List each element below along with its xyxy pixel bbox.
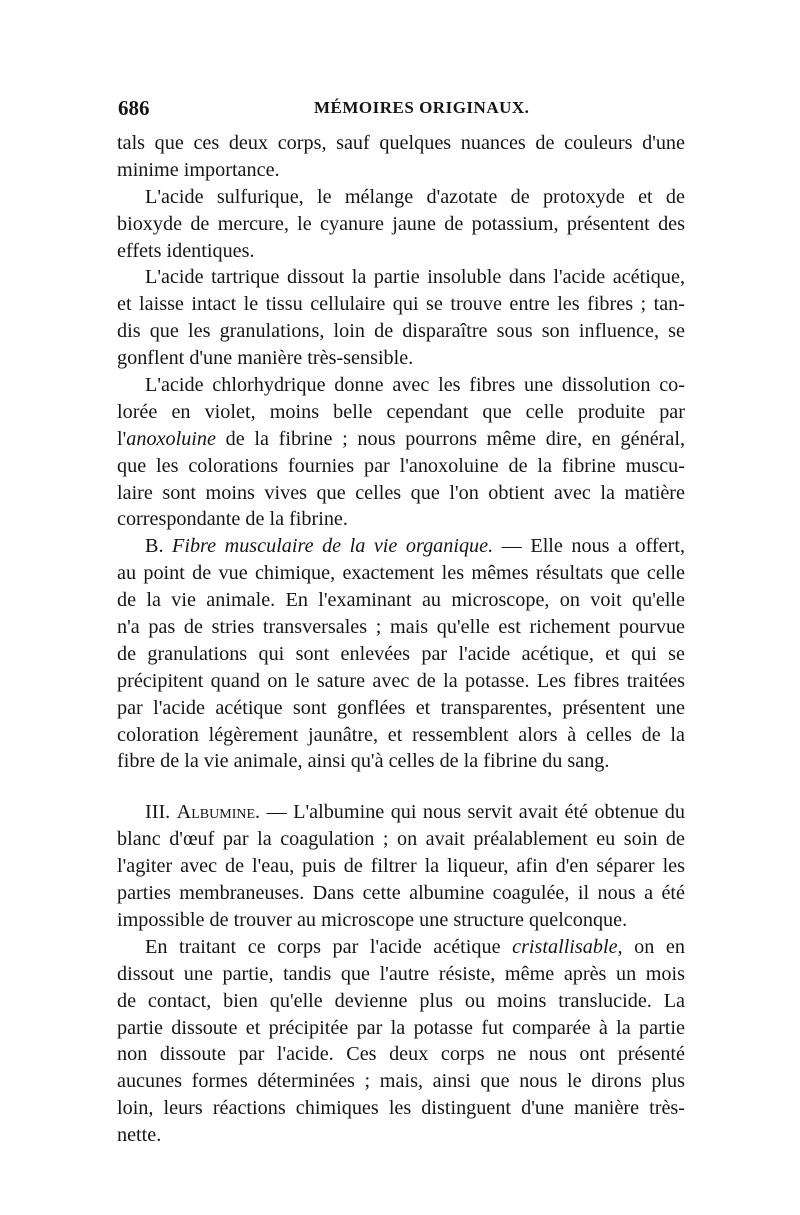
text-line: L'acide tartrique dissout la partie insoluble dans l'acide acétique, <box>145 266 685 289</box>
text-line: impossible de trouver au microscope une structure quelconque. <box>117 908 628 931</box>
text-line: partie dissoute et précipitée par la potasse fut comparée à la partie <box>117 1016 685 1039</box>
text-line: L'acide sulfurique, le mélange d'azotate de protoxyde et de <box>145 185 685 208</box>
text-line: loin, leurs réactions chimiques les distinguent d'une manière très- <box>117 1097 685 1120</box>
text-line: effets identiques. <box>117 239 255 262</box>
text-line: de contact, bien qu'elle devienne plus ou moins translucide. La <box>117 989 685 1012</box>
page-header <box>118 96 686 126</box>
text-line: non dissoute par l'acide. Ces deux corps ne nous ont présenté <box>117 1043 685 1066</box>
text-run: III. <box>145 801 177 824</box>
text-line: minime importance. <box>117 158 280 181</box>
text-line: gonflent d'une manière très-sensible. <box>117 347 414 370</box>
text-line: correspondante de la fibrine. <box>117 508 348 531</box>
text-line: l'agiter avec de l'eau, puis de filtrer la liqueur, afin d'en séparer les <box>117 855 685 878</box>
text-run: . — L'albumine qui nous servit avait été obtenue du <box>255 801 685 824</box>
italic-term: anoxoluine <box>126 427 216 450</box>
text-line <box>117 934 685 961</box>
body-text <box>117 130 685 1149</box>
text-line <box>117 533 685 560</box>
text-line: au point de vue chimique, exactement les mêmes résultats que celle <box>117 562 685 585</box>
text-run: de la fibrine ; nous pourrons même dire, en général, <box>215 427 685 450</box>
text-line: précipitent quand on le sature avec de la potasse. Les fibres traitées <box>117 669 685 692</box>
text-line: dis que les granulations, loin de disparaître sous son influence, se <box>117 320 685 343</box>
text-run: En traitant ce corps par l'acide acétique <box>145 935 513 958</box>
text-line: nette. <box>117 1124 162 1147</box>
text-run: — Elle nous a offert, <box>493 535 685 558</box>
text-line: fibre de la vie animale, ainsi qu'à celles de la fibrine du sang. <box>117 750 610 773</box>
running-head: MÉMOIRES ORIGINAUX. <box>314 98 530 117</box>
section-gap <box>117 775 685 799</box>
text-line: dissout une partie, tandis que l'autre résiste, même après un mois <box>117 962 685 985</box>
italic-term: cristallisable <box>512 935 618 958</box>
page-number: 686 <box>118 96 150 120</box>
text-line: L'acide chlorhydrique donne avec les fibres une dissolution co- <box>145 374 685 397</box>
text-run: l' <box>117 427 127 450</box>
text-line: et laisse intact le tissu cellulaire qui se trouve entre les fibres ; tan- <box>117 293 685 316</box>
small-caps-term: Albumine <box>176 801 256 824</box>
text-line: tals que ces deux corps, sauf quelques nuances de couleurs d'une <box>117 132 685 154</box>
text-line: n'a pas de stries transversales ; mais qu'elle est richement pourvue <box>117 616 685 639</box>
text-line: parties membraneuses. Dans cette albumine coagulée, il nous a été <box>117 882 685 905</box>
text-line: blanc d'œuf par la coagulation ; on avait préalablement eu soin de <box>117 828 685 851</box>
text-line: de granulations qui sont enlevées par l'acide acétique, et qui se <box>117 642 685 665</box>
text-line <box>117 799 685 826</box>
text-run: B. <box>145 535 173 558</box>
text-line <box>117 426 685 453</box>
text-line: de la vie animale. En l'examinant au microscope, on voit qu'elle <box>117 589 685 612</box>
text-line: coloration légèrement jaunâtre, et ressemblent alors à celles de la <box>117 723 685 746</box>
text-line: laire sont moins vives que celles que l'on obtient avec la matière <box>117 481 685 504</box>
text-line: par l'acide acétique sont gonflées et transparentes, présentent une <box>117 696 685 719</box>
text-line: que les colorations fournies par l'anoxoluine de la fibrine muscu- <box>117 454 685 477</box>
text-line: bioxyde de mercure, le cyanure jaune de potassium, présentent des <box>117 212 685 235</box>
italic-term: Fibre musculaire de la vie organique. <box>172 535 494 558</box>
text-line: aucunes formes déterminées ; mais, ainsi que nous le dirons plus <box>117 1070 685 1093</box>
text-run: , on en <box>617 935 685 958</box>
text-line: lorée en violet, moins belle cependant que celle produite par <box>117 400 685 423</box>
